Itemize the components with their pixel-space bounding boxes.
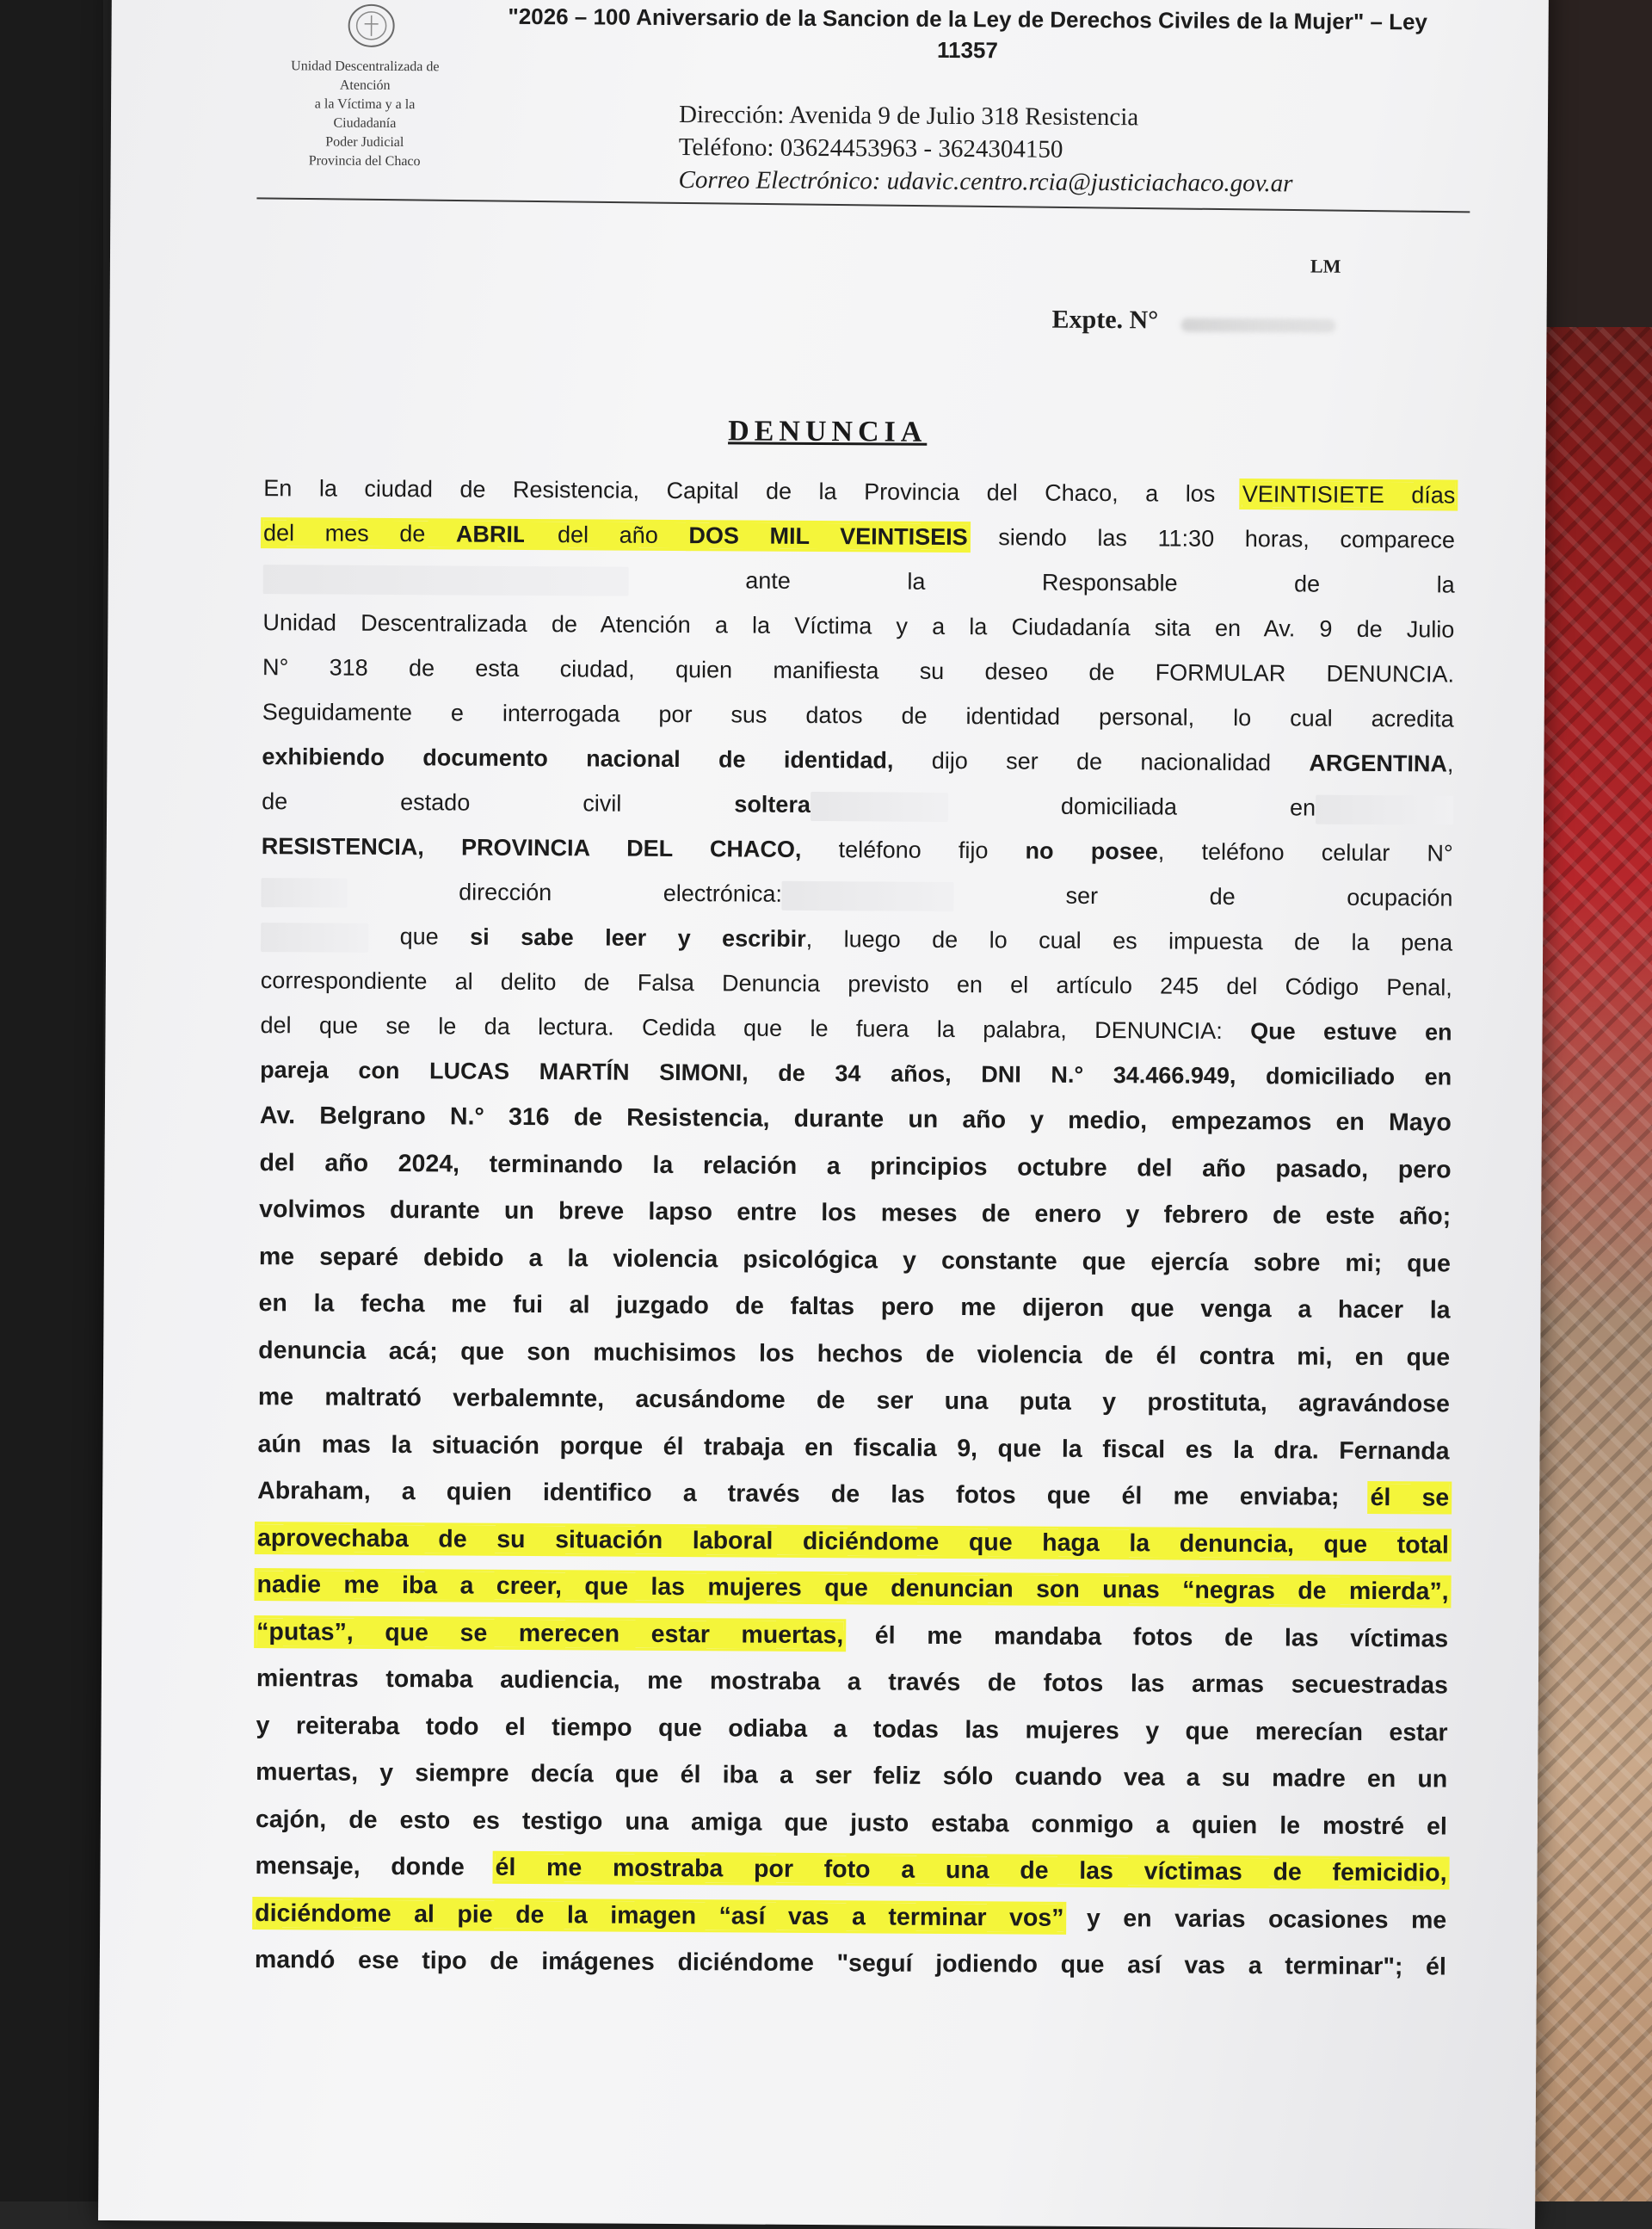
phone-line: Teléfono: 03624453963 - 3624304150: [678, 133, 1063, 164]
initials: LM: [1310, 255, 1341, 277]
institution-block: [262, 57, 469, 171]
text-segment: exhibiendo documento nacional de identidad,: [262, 744, 894, 774]
address-line: Dirección: Avenida 9 de Julio 318 Resistencia: [678, 101, 1139, 132]
highlighted-text: del mes de: [262, 520, 457, 547]
highlighted-text: ABRIL: [455, 521, 527, 547]
background-left: [0, 0, 103, 2201]
text-line: [258, 1374, 1450, 1428]
body-paragraph-lower: [255, 1092, 1452, 1991]
document-body: [255, 466, 1456, 1991]
text-segment: de estado civil: [262, 788, 735, 818]
text-line: [261, 868, 1452, 920]
text-segment: no posee: [1025, 837, 1158, 865]
text-segment: ante la Responsable de la: [745, 567, 1455, 598]
text-segment: En la ciudad de Resistencia, Capital de la Provincia del Chaco, a los: [263, 475, 1242, 508]
highlighted-text: él me mostraba por foto a una de las víctimas de femicidio,: [495, 1853, 1447, 1887]
text-segment: teléfono fijo: [801, 836, 1026, 864]
highlighted-text: nadie me iba a creer, que las mujeres que denuncian son unas “negras de mierda”,: [256, 1571, 1449, 1606]
text-segment: Que estuve en: [1250, 1018, 1452, 1046]
text-segment: me maltrató verbalemnte, acusándome de ser una puta y prostituta, agravándose: [257, 1383, 1450, 1418]
text-line: [260, 1092, 1452, 1146]
text-segment: y en varias ocasiones me: [1063, 1904, 1447, 1935]
redacted-field: [261, 923, 368, 953]
file-number-redacted: [1180, 318, 1335, 333]
text-segment: ser de ocupación: [1065, 882, 1453, 911]
text-line: [262, 645, 1454, 696]
text-segment: que: [399, 923, 471, 950]
text-segment: correspondiente al delito de Falsa Denuncia previsto en el artículo 245 del Código Penal,: [260, 967, 1452, 1001]
text-line: [262, 734, 1453, 786]
highlighted-text: “putas”, que se merecen estar muertas,: [256, 1617, 844, 1649]
highlighted-text: del año: [527, 521, 689, 549]
text-segment: RESISTENCIA, PROVINCIA DEL CHACO,: [261, 833, 802, 862]
text-segment: mensaje, donde: [255, 1852, 496, 1881]
text-line: [263, 555, 1455, 607]
text-line: [259, 1233, 1451, 1287]
redacted-field: [263, 565, 629, 596]
text-segment: pareja con LUCAS MARTÍN SIMONI, de 34 años, DNI N.° 34.466.949, domiciliado en: [260, 1057, 1452, 1090]
body-paragraph-upper: [260, 466, 1455, 1099]
text-segment: N° 318 de esta ciudad, quien manifiesta su deseo de FORMULAR DENUNCIA.: [262, 654, 1455, 688]
document-page: [98, 0, 1549, 2229]
text-segment: , teléfono celular N°: [1157, 838, 1453, 867]
document-title: DENUNCIA: [728, 415, 928, 448]
text-segment: si sabe leer y escribir: [470, 923, 806, 952]
highlighted-text: aprovechaba de su situación laboral diciéndome que haga la denuncia, que total: [256, 1523, 1449, 1559]
text-line: [256, 1702, 1447, 1757]
text-segment: siendo las 11:30 horas, comparece: [967, 524, 1456, 553]
court-seal-icon: [345, 2, 397, 50]
redacted-field: [261, 878, 347, 908]
highlighted-text: VEINTISIETE días: [1242, 481, 1456, 509]
text-segment: volvimos durante un breve lapso entre los meses de enero y febrero de este año;: [259, 1195, 1452, 1231]
text-segment: en la fecha me fui al juzgado de faltas pero me dijeron que venga a hacer la: [258, 1289, 1451, 1324]
contact-block: [678, 98, 1293, 200]
text-line: [257, 1421, 1449, 1475]
text-line: [256, 1608, 1448, 1663]
redacted-field: [811, 792, 948, 822]
text-segment: muertas, y siempre decía que él iba a ser feliz sólo cuando vea a su madre en un: [256, 1758, 1448, 1794]
institution-line: Atención: [339, 77, 391, 93]
file-number-label: Expte. N°: [1051, 305, 1159, 335]
text-line: [255, 1936, 1446, 1991]
text-segment: aún mas la situación porque él trabaja en fiscalia 9, que la fiscal es la dra. Fernanda: [257, 1429, 1450, 1466]
text-segment: soltera: [734, 791, 811, 818]
anniversary-banner: "2026 – 100 Aniversario de la Sancion de la Ley de Derechos Civiles de la Mujer" – Ley 11357: [508, 3, 1428, 64]
text-line: [259, 1186, 1451, 1240]
text-line: [262, 689, 1454, 741]
text-segment: ARGENTINA: [1309, 750, 1448, 777]
text-line: [258, 1280, 1450, 1334]
text-line: [261, 958, 1452, 1010]
text-line: [256, 1655, 1448, 1709]
text-line: [255, 1843, 1446, 1897]
redacted-field: [1316, 794, 1453, 824]
text-segment: ,: [1446, 750, 1454, 777]
text-line: [261, 913, 1452, 965]
text-line: [263, 510, 1455, 562]
institution-line: a la Víctima y a la: [314, 96, 416, 113]
text-line: [262, 600, 1454, 651]
highlighted-text: DOS MIL VEINTISEIS: [688, 522, 968, 551]
text-segment: , luego de lo cual es impuesta de la pena: [805, 925, 1453, 956]
text-segment: domiciliada en: [1060, 793, 1316, 821]
text-line: [262, 824, 1453, 875]
redacted-field: [782, 881, 954, 911]
institution-line: Unidad Descentralizada de: [291, 59, 440, 75]
text-line: [259, 1139, 1451, 1194]
text-segment: y reiteraba todo el tiempo que odiaba a todas las mujeres y que merecían estar: [256, 1711, 1448, 1747]
text-segment: mientras tomaba audiencia, me mostraba a través de fotos las armas secuestradas: [256, 1664, 1448, 1700]
text-line: [260, 1047, 1452, 1099]
text-segment: dirección electrónica:: [459, 879, 782, 907]
institution-line: Poder Judicial: [325, 134, 404, 151]
text-line: [262, 779, 1453, 830]
text-line: [260, 1003, 1452, 1054]
highlighted-text: él se: [1370, 1483, 1450, 1512]
text-segment: Unidad Descentralizada de Atención a la Víctima y a la Ciudadanía sita en Av. 9 de Julio: [262, 609, 1455, 643]
text-line: [258, 1327, 1450, 1381]
text-segment: mandó ese tipo de imágenes diciéndome "seguí jodiendo que así vas a terminar"; él: [254, 1946, 1446, 1981]
text-line: [256, 1796, 1447, 1850]
text-segment: dijo ser de nacionalidad: [893, 747, 1310, 776]
text-segment: del que se le da lectura. Cedida que le fuera la palabra, DENUNCIA:: [260, 1012, 1251, 1045]
highlighted-text: diciéndome al pie de la imagen “así vas a terminar vos”: [255, 1899, 1064, 1932]
institution-line: Provincia del Chaco: [308, 153, 421, 170]
email-line: Correo Electrónico: udavic.centro.rcia@justiciachaco.gov.ar: [678, 166, 1293, 198]
text-line: [256, 1561, 1448, 1615]
text-segment: él me mandaba fotos de las víctimas: [843, 1621, 1449, 1653]
institution-line: Ciudadanía: [333, 115, 397, 132]
text-segment: me separé debido a la violencia psicológica y constante que ejercía sobre mi; que: [258, 1242, 1451, 1278]
text-line: [256, 1749, 1447, 1803]
text-segment: Av. Belgrano N.° 316 de Resistencia, durante un año y medio, empezamos en Mayo: [259, 1102, 1452, 1137]
text-line: [257, 1515, 1449, 1569]
text-line: [263, 466, 1455, 517]
text-segment: cajón, de esto es testigo una amiga que justo estaba conmigo a quien le mostré el: [255, 1805, 1447, 1841]
text-line: [255, 1890, 1446, 1944]
text-segment: denuncia acá; que son muchisimos los hechos de violencia de él contra mi, en que: [258, 1336, 1451, 1372]
text-segment: Abraham, a quien identifico a través de las fotos que él me enviaba;: [257, 1477, 1371, 1511]
text-segment: Seguidamente e interrogada por sus datos de identidad personal, lo cual acredita: [262, 699, 1454, 732]
text-line: [257, 1467, 1449, 1522]
text-segment: del año 2024, terminando la relación a principios octubre del año pasado, pero: [259, 1148, 1452, 1184]
